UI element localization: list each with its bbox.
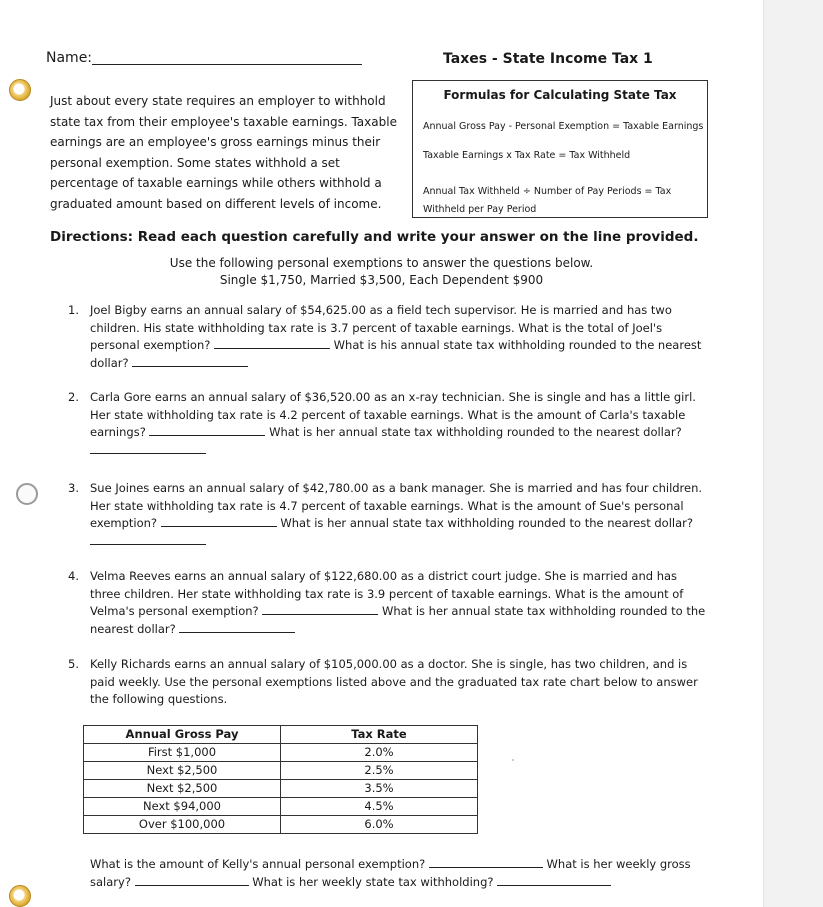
table-cell-tax-rate: 3.5% [281, 780, 478, 798]
question-5 [68, 656, 708, 709]
table-cell-tax-rate: 4.5% [281, 798, 478, 816]
formula-box-title: Formulas for Calculating State Tax [443, 88, 677, 102]
name-label: Name: [46, 50, 93, 66]
formula-tax-withheld: Taxable Earnings x Tax Rate = Tax Withheld [423, 150, 631, 161]
table-cell-tax-rate: 6.0% [281, 816, 478, 834]
answer-line[interactable] [179, 621, 295, 633]
answer-line[interactable] [132, 355, 248, 367]
question-number: 2. [68, 390, 79, 404]
answer-line[interactable] [135, 874, 249, 886]
table-cell-gross-pay: Next $2,500 [84, 780, 281, 798]
subquestion-text: What is her weekly state tax withholding? [252, 875, 494, 889]
table-row [84, 816, 478, 834]
question-number: 3. [68, 481, 79, 495]
question-text: What is her annual state tax withholding rounded to the nearest dollar? [90, 604, 706, 636]
table-header-gross-pay: Annual Gross Pay [84, 726, 281, 744]
answer-line[interactable] [429, 856, 543, 868]
question-text: What is her annual state tax withholding rounded to the nearest dollar? [280, 516, 693, 530]
binder-hole-icon [16, 483, 38, 505]
question-text: Carla Gore earns an annual salary of $36,520.00 as an x-ray technician. She is single and has a little girl. Her state withholding tax rate is 4.2 percent of taxable earnings. What is the amount of Carla's taxable earnings? [90, 390, 696, 439]
table-row [84, 780, 478, 798]
question-number: 1. [68, 303, 79, 317]
question-1 [68, 302, 708, 372]
formula-box [412, 80, 708, 218]
directions: Directions: Read each question carefully and write your answer on the line provided. [50, 229, 699, 245]
table-row [84, 762, 478, 780]
question-number: 5. [68, 657, 79, 671]
answer-line[interactable] [497, 874, 611, 886]
table-header-tax-rate: Tax Rate [281, 726, 478, 744]
exemptions-values: Single $1,750, Married $3,500, Each Dependent $900 [219, 273, 544, 287]
question-text: What is her annual state tax withholding rounded to the nearest dollar? [269, 425, 682, 439]
table-cell-tax-rate: 2.5% [281, 762, 478, 780]
name-answer-line[interactable] [92, 64, 362, 65]
formula-per-pay-period: Annual Tax Withheld ÷ Number of Pay Periods = Tax Withheld per Pay Period [423, 186, 672, 215]
table-row [84, 744, 478, 762]
table-cell-gross-pay: Over $100,000 [84, 816, 281, 834]
question-5-subquestions [90, 855, 710, 891]
answer-line[interactable] [161, 515, 277, 527]
question-text: Sue Joines earns an annual salary of $42,780.00 as a bank manager. She is married and has four children. Her state withholding tax rate is 4.7 percent of taxable earnings. What is the amount of Sue's personal exemption? [90, 481, 703, 530]
intro-paragraph: Just about every state requires an employer to withhold state tax from their employee's taxable earnings. Taxable earnings are an employee's gross earnings minus their personal exemption. Some states withhold a set percentage of taxable earnings while others withhold a graduated amount based on different levels of income. [50, 94, 397, 211]
question-2 [68, 389, 708, 459]
formula-taxable-earnings: Annual Gross Pay - Personal Exemption = Taxable Earnings [423, 121, 704, 132]
answer-line[interactable] [149, 424, 265, 436]
answer-line[interactable] [90, 442, 206, 454]
stray-mark [512, 759, 514, 761]
subquestion-text: What is the amount of Kelly's annual personal exemption? [90, 857, 426, 871]
table-header-row [84, 726, 478, 744]
question-text: What is his annual state tax withholding rounded to the nearest dollar? [90, 338, 702, 370]
question-text: Kelly Richards earns an annual salary of $105,000.00 as a doctor. She is single, has two children, and is paid weekly. Use the personal exemptions listed above and the graduated tax rate chart below to answer the following questions. [90, 657, 698, 706]
binder-hole-icon [9, 79, 31, 101]
question-3 [68, 480, 708, 550]
question-number: 4. [68, 569, 79, 583]
table-row [84, 798, 478, 816]
answer-line[interactable] [214, 337, 330, 349]
question-4 [68, 568, 708, 638]
question-text: Joel Bigby earns an annual salary of $54,625.00 as a field tech supervisor. He is married and has two children. His state withholding tax rate is 3.7 percent of taxable earnings. What is the total of Joel's personal exemption? [90, 303, 672, 352]
answer-line[interactable] [262, 603, 378, 615]
table-cell-gross-pay: Next $2,500 [84, 762, 281, 780]
graduated-tax-rate-table [83, 725, 478, 834]
worksheet-title: Taxes - State Income Tax 1 [443, 51, 653, 67]
table-cell-tax-rate: 2.0% [281, 744, 478, 762]
answer-line[interactable] [90, 533, 206, 545]
exemptions-intro: Use the following personal exemptions to answer the questions below. [169, 256, 594, 270]
table-cell-gross-pay: First $1,000 [84, 744, 281, 762]
question-text: Velma Reeves earns an annual salary of $122,680.00 as a district court judge. She is married and has three children. Her state withholding tax rate is 3.9 percent of taxable earnings. What is the amount of Velma's personal exemption? [90, 569, 684, 618]
binder-hole-icon [9, 885, 31, 907]
side-margin-panel [763, 0, 823, 907]
subquestion-text: What is her weekly gross salary? [90, 857, 691, 889]
table-cell-gross-pay: Next $94,000 [84, 798, 281, 816]
